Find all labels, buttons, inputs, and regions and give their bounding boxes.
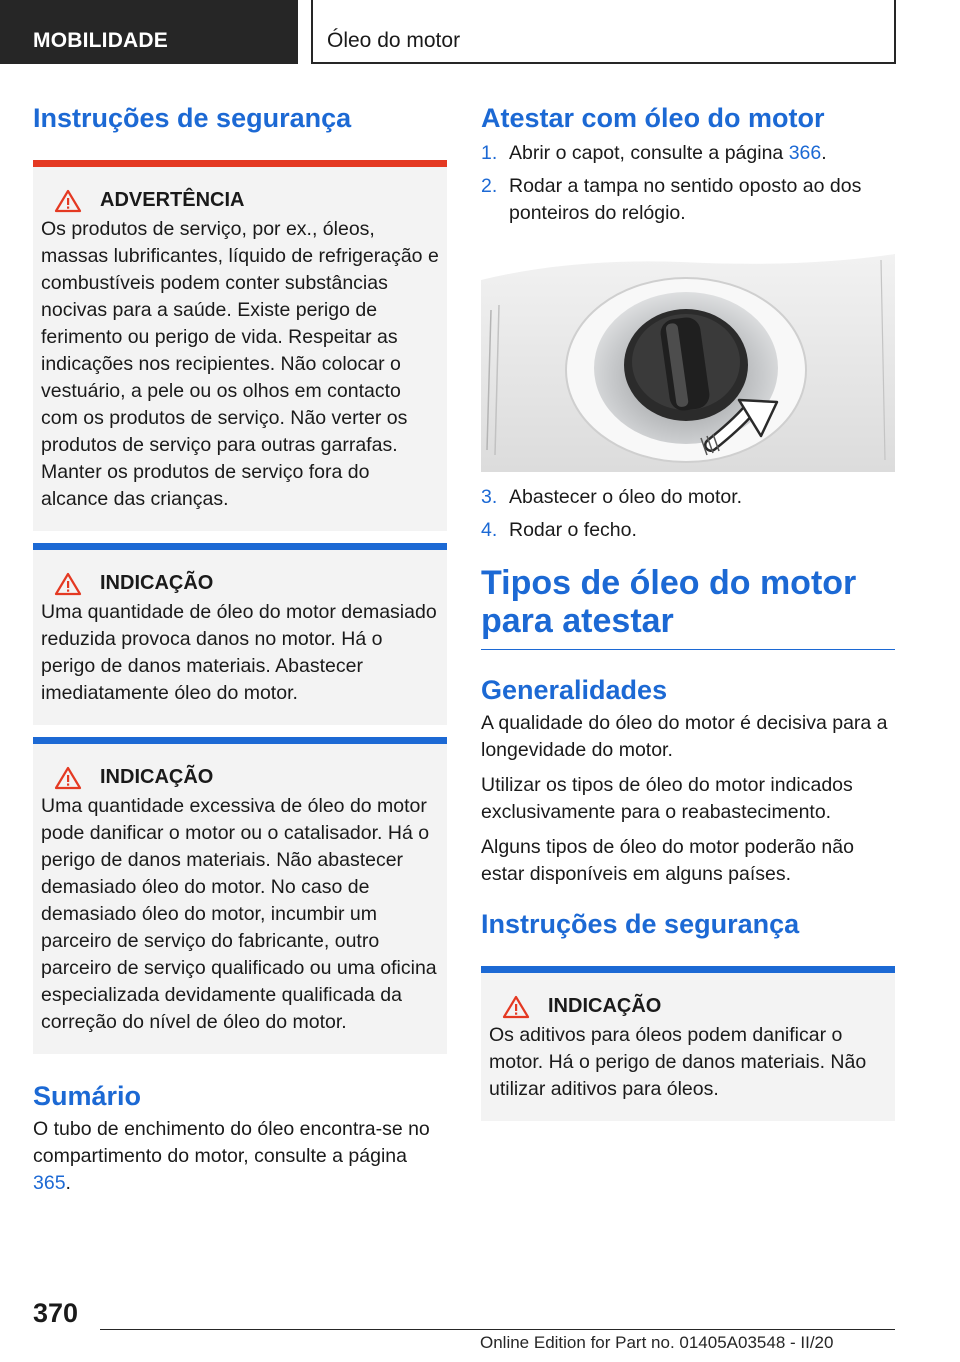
- warning-box: [33, 160, 447, 531]
- steps-list: [481, 484, 895, 544]
- notice-text: Uma quantidade excessiva de óleo do motor pode danificar o motor ou o catalisador. Há o perigo de danos materiais. Não abastecer demasiado óleo do motor. No caso de demasiado óleo do motor, incumbir um parceiro de serviço do fabricante, outro parceiro de serviço qualificado ou uma oficina especializada devidamente qualificada da correção do nível de óleo do motor.: [41, 795, 437, 1033]
- general-paragraph: Alguns tipos de óleo do motor poderão não estar disponíveis em alguns países.: [481, 836, 854, 885]
- oil-types-heading: Tipos de óleo do motor para atestar: [481, 564, 895, 650]
- notice-header: [41, 570, 439, 597]
- right-column: [481, 98, 895, 1121]
- list-item: [481, 140, 895, 167]
- notice-box: [33, 737, 447, 1054]
- notice-text: Uma quantidade de óleo do motor demasiado reduzida provoca danos no motor. Há o perigo de danos materiais. Abastecer imediatamente óleo do motor.: [41, 601, 437, 704]
- step-text: [509, 140, 827, 167]
- summary-end: .: [65, 1172, 71, 1194]
- warning-header: [41, 187, 439, 214]
- list-item: [481, 517, 895, 544]
- general-heading: Generalidades: [481, 675, 668, 705]
- step-text: Rodar o fecho.: [509, 519, 637, 541]
- summary-heading: Sumário: [33, 1081, 142, 1111]
- warning-triangle-icon: [54, 766, 82, 790]
- safety-heading: Instruções de segurança: [481, 909, 800, 939]
- step-text: Abastecer o óleo do motor.: [509, 486, 743, 508]
- fill-oil-heading: Atestar com óleo do motor: [481, 103, 825, 133]
- warning-triangle-icon: [54, 189, 82, 213]
- warning-triangle-icon: [502, 995, 530, 1019]
- step-end: .: [821, 142, 827, 164]
- section-title: Óleo do motor: [311, 0, 896, 64]
- notice-label: INDICAÇÃO: [548, 995, 662, 1017]
- warning-text: Os produtos de serviço, por ex., óleos, massas lubrificantes, líquido de refrigeração e combustíveis podem conter substâncias nocivas para a saúde. Existe perigo de ferimento ou perigo de vida. Respeitar as indicações nos recipientes. Não colocar o vestuário, a pele ou os olhos em contacto com os produtos de serviço. Não verter os produtos de serviço para outras garrafas. Manter os produtos de serviço fora do alcance das crianças.: [41, 218, 439, 510]
- notice-label: INDICAÇÃO: [100, 766, 214, 788]
- summary-text: [33, 1116, 447, 1197]
- general-paragraph: A qualidade do óleo do motor é decisiva para a longevidade do motor.: [481, 712, 888, 761]
- step-number: 2.: [481, 175, 498, 197]
- page-number: 370: [33, 1298, 79, 1328]
- notice-box: [481, 966, 895, 1121]
- edition-note: Online Edition for Part no. 01405A03548 - II/20: [480, 1333, 834, 1352]
- chapter-tab: MOBILIDADE: [0, 0, 298, 64]
- notice-header: [489, 993, 887, 1020]
- general-paragraph: Utilizar os tipos de óleo do motor indicados exclusivamente para o reabastecimento.: [481, 774, 853, 823]
- page-link-366[interactable]: 366: [788, 142, 822, 164]
- summary-body: O tubo de enchimento do óleo encontra-se no compartimento do motor, consulte a página: [33, 1118, 430, 1167]
- left-column: [33, 98, 447, 1197]
- footer-divider: [100, 1329, 895, 1330]
- notice-box: [33, 543, 447, 725]
- list-item: [481, 484, 895, 511]
- list-item: [481, 173, 895, 227]
- step-number: 4.: [481, 519, 498, 541]
- warning-triangle-icon: [54, 572, 82, 596]
- notice-text: Os aditivos para óleos podem danificar o motor. Há o perigo de danos materiais. Não utilizar aditivos para óleos.: [489, 1024, 867, 1100]
- step-text: Rodar a tampa no sentido oposto ao dos ponteiros do relógio.: [509, 175, 862, 224]
- steps-list: [481, 140, 895, 227]
- warning-label: ADVERTÊNCIA: [100, 189, 245, 211]
- step-number: 1.: [481, 142, 498, 164]
- step-number: 3.: [481, 486, 498, 508]
- notice-label: INDICAÇÃO: [100, 572, 214, 594]
- oil-cap-photo: [481, 250, 895, 472]
- notice-header: [41, 764, 439, 791]
- safety-heading: Instruções de segurança: [33, 103, 352, 133]
- page-link-365[interactable]: 365: [33, 1172, 66, 1194]
- step-body: Abrir o capot, consulte a página: [509, 142, 789, 164]
